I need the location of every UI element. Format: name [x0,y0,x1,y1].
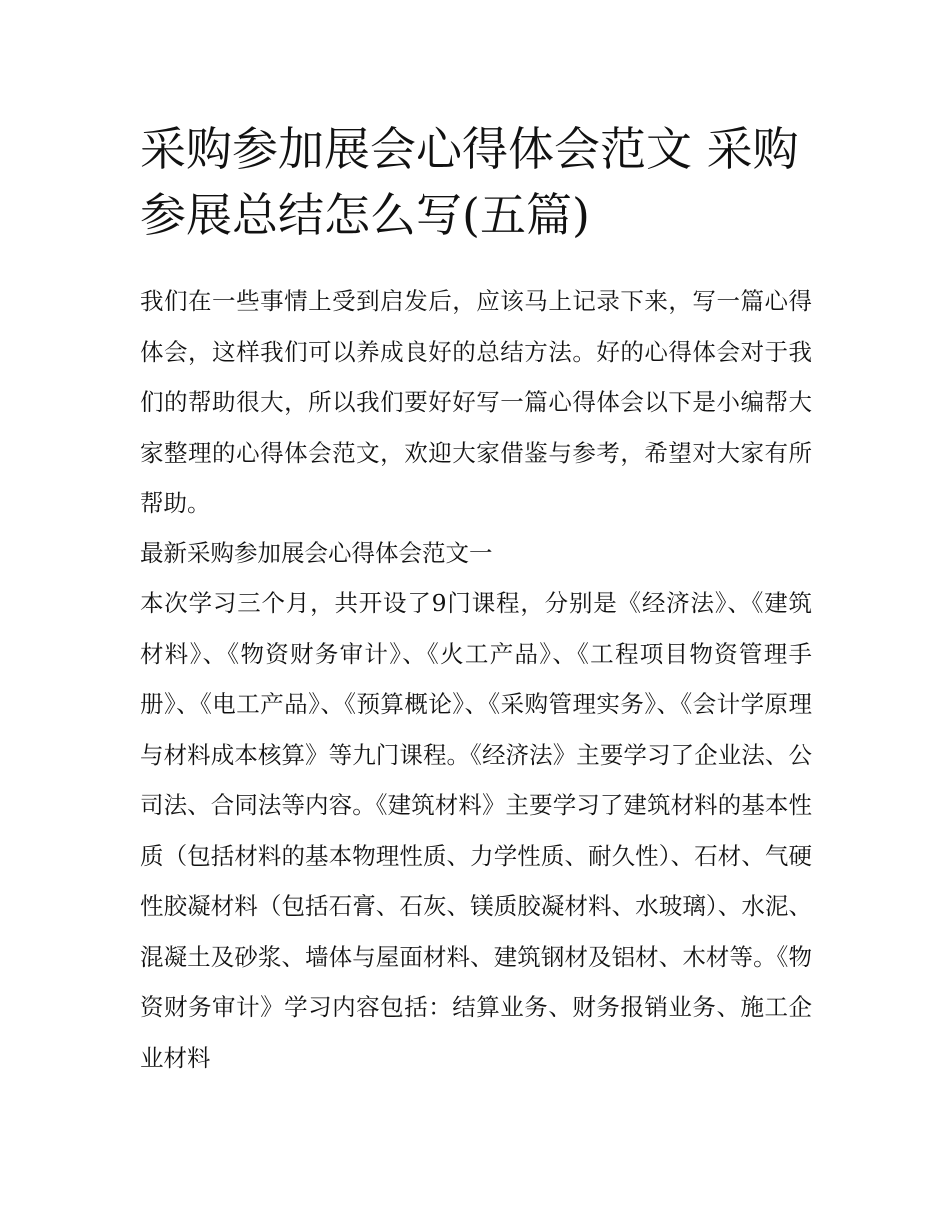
body-paragraph: 本次学习三个月，共开设了9门课程，分别是《经济法》、《建筑材料》、《物资财务审计》、《火工产品》、《工程项目物资管理手册》、《电工产品》、《预算概论》、《采购管理实务》、《会计学原理与材料成本核算》等九门课程。《经济法》主要学习了企业法、公司法、合同法等内容。《建筑材料》主要学习了建筑材料的基本性质（包括材料的基本物理性质、力学性质、耐久性）、石材、气硬性胶凝材料（包括石膏、石灰、镁质胶凝材料、水玻璃）、水泥、混凝土及砂浆、墙体与屋面材料、建筑钢材及铝材、木材等。《物资财务审计》学习内容包括：结算业务、财务报销业务、施工企业材料 [140,589,812,1072]
section-heading: 最新采购参加展会心得体会范文一 [140,539,493,567]
document-title: 采购参加展会心得体会范文 采购参展总结怎么写(五篇) [140,122,799,242]
intro-paragraph: 我们在一些事情上受到启发后，应该马上记录下来，写一篇心得体会，这样我们可以养成良好的总结方法。好的心得体会对于我们的帮助很大，所以我们要好好写一篇心得体会以下是小编帮大家整理的心得体会范文，欢迎大家借鉴与参考，希望对大家有所帮助。 [140,287,812,517]
